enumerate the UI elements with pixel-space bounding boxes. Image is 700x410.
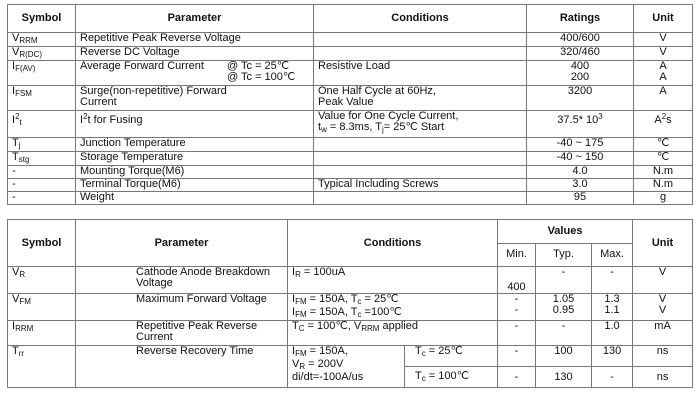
header-max: Max. — [592, 243, 633, 267]
characteristics-table — [7, 219, 693, 388]
symbol-cell: $V_{FM}$ — [8, 294, 76, 321]
conditions-cell: Resistive Load — [314, 61, 527, 86]
conditions-cell: $T_C$ = 100℃, $V_{RRM}$ applied — [288, 321, 498, 346]
header-unit: Unit — [633, 220, 693, 267]
symbol-cell: - — [8, 192, 76, 205]
unit-cell: mA — [633, 321, 693, 346]
unit-cell: V — [634, 47, 693, 61]
conditions-cell — [314, 166, 527, 179]
rating-cell: 400 200 — [527, 61, 634, 86]
symbol-cell: $I_{FSM}$ — [8, 86, 76, 111]
unit-cell: N.m — [634, 179, 693, 192]
conditions-cell — [314, 47, 527, 61]
header-conditions: Conditions — [288, 220, 498, 267]
conditions-cell — [314, 138, 527, 152]
symbol-cell: $V_{RRM}$ — [8, 33, 76, 47]
symbol-cell: $V_{R(DC)}$ — [8, 47, 76, 61]
conditions-cell — [314, 33, 527, 47]
table-row — [8, 152, 693, 166]
rating-cell: 37.5* $10^3$ — [527, 111, 634, 138]
rating-cell: 320/460 — [527, 47, 634, 61]
unit-cell: A A — [634, 61, 693, 86]
max-cell: 1.3 1.1 — [592, 294, 633, 321]
min-cell: - — [498, 346, 536, 367]
table-row — [8, 267, 693, 294]
table-row — [8, 61, 693, 86]
table-row — [8, 346, 693, 367]
table-row — [8, 138, 693, 152]
symbol-cell: $T_j$ — [8, 138, 76, 152]
parameter-cell: Average Forward Current @ Tc = 25℃ @ Tc = 100℃ — [76, 61, 314, 86]
conditions-cell: $I_R = 100uA$ — [288, 267, 498, 294]
unit-cell: g — [634, 192, 693, 205]
header-parameter: Parameter — [76, 220, 288, 267]
header-ratings: Ratings — [527, 5, 634, 33]
parameter-cell: Maximum Forward Voltage — [76, 294, 288, 321]
unit-cell: ns — [633, 367, 693, 388]
ratings-header-row — [8, 5, 693, 33]
rating-cell: -40 ~ 150 — [527, 152, 634, 166]
symbol-cell: $I^2_t$ — [8, 111, 76, 138]
symbol-cell: $T_{rr}$ — [8, 346, 76, 388]
table-row — [8, 47, 693, 61]
unit-cell: $A^2s$ — [634, 111, 693, 138]
header-parameter: Parameter — [76, 5, 314, 33]
table-row — [8, 33, 693, 47]
symbol-cell: - — [8, 179, 76, 192]
parameter-cell: $I^2t$ for Fusing — [76, 111, 314, 138]
parameter-cell: Weight — [76, 192, 314, 205]
min-cell: 400 — [498, 267, 536, 294]
table-row — [8, 321, 693, 346]
parameter-cell: Repetitive Peak Reverse Voltage — [76, 33, 314, 47]
min-cell: - — [498, 321, 536, 346]
rating-cell: 4.0 — [527, 166, 634, 179]
rating-cell: -40 ~ 175 — [527, 138, 634, 152]
parameter-cell: Mounting Torque(M6) — [76, 166, 314, 179]
conditions-cell: Value for One Cycle Current, $t_w = 8.3ms$, $T_j=$ 25℃ Start — [314, 111, 527, 138]
rating-cell: 3200 — [527, 86, 634, 111]
header-unit: Unit — [634, 5, 693, 33]
typ-cell: - — [536, 267, 592, 294]
rating-cell: 95 — [527, 192, 634, 205]
table-row — [8, 294, 693, 321]
max-cell: 130 — [592, 346, 633, 367]
condition-tc-25: $T_c$ = 25℃ — [405, 346, 498, 367]
parameter-cell: Storage Temperature — [76, 152, 314, 166]
conditions-cell: $I_{FM} = 150A$, $T_c$ = 25℃ $I_{FM} = 150A$, $T_c$ =100℃ — [288, 294, 498, 321]
table-row — [8, 179, 693, 192]
typ-cell: 1.05 0.95 — [536, 294, 592, 321]
conditions-cell: One Half Cycle at 60Hz, Peak Value — [314, 86, 527, 111]
parameter-cell: Reverse DC Voltage — [76, 47, 314, 61]
header-symbol: Symbol — [8, 5, 76, 33]
parameter-cell: Repetitive Peak Reverse Current — [76, 321, 288, 346]
header-values: Values — [498, 220, 633, 244]
max-cell: - — [592, 267, 633, 294]
parameter-cell: Cathode Anode Breakdown Voltage — [76, 267, 288, 294]
symbol-cell: $V_R$ — [8, 267, 76, 294]
symbol-cell: $I_{F(AV)}$ — [8, 61, 76, 86]
header-min: Min. — [498, 243, 536, 267]
table-row — [8, 111, 693, 138]
rating-cell: 3.0 — [527, 179, 634, 192]
max-cell: 1.0 — [592, 321, 633, 346]
unit-cell: V — [633, 267, 693, 294]
max-cell: - — [592, 367, 633, 388]
parameter-cell: Terminal Torque(M6) — [76, 179, 314, 192]
table-row — [8, 166, 693, 179]
typ-cell: 130 — [536, 367, 592, 388]
unit-cell: A — [634, 86, 693, 111]
symbol-cell: $T_{stg}$ — [8, 152, 76, 166]
min-cell: - — [498, 367, 536, 388]
ratings-table — [7, 4, 693, 205]
condition-tc-100: $T_c$ = 100℃ — [405, 367, 498, 388]
typ-cell: 100 — [536, 346, 592, 367]
characteristics-header-row — [8, 220, 693, 244]
min-cell: - - — [498, 294, 536, 321]
unit-cell: ℃ — [634, 138, 693, 152]
conditions-cell: $I_{FM} = 150A$, $V_R = 200V$ di/dt=-100A/us — [288, 346, 405, 388]
symbol-cell: - — [8, 166, 76, 179]
typ-cell: - — [536, 321, 592, 346]
unit-cell: ℃ — [634, 152, 693, 166]
header-symbol: Symbol — [8, 220, 76, 267]
unit-cell: ns — [633, 346, 693, 367]
parameter-cell: Surge(non-repetitive) Forward Current — [76, 86, 314, 111]
unit-cell: N.m — [634, 166, 693, 179]
unit-cell: V V — [633, 294, 693, 321]
header-typ: Typ. — [536, 243, 592, 267]
rating-cell: 400/600 — [527, 33, 634, 47]
unit-cell: V — [634, 33, 693, 47]
conditions-cell — [314, 192, 527, 205]
symbol-cell: $I_{RRM}$ — [8, 321, 76, 346]
conditions-cell — [314, 152, 527, 166]
header-conditions: Conditions — [314, 5, 527, 33]
table-row — [8, 192, 693, 205]
table-row — [8, 86, 693, 111]
conditions-cell: Typical Including Screws — [314, 179, 527, 192]
parameter-cell: Junction Temperature — [76, 138, 314, 152]
parameter-cell: Reverse Recovery Time — [76, 346, 288, 388]
